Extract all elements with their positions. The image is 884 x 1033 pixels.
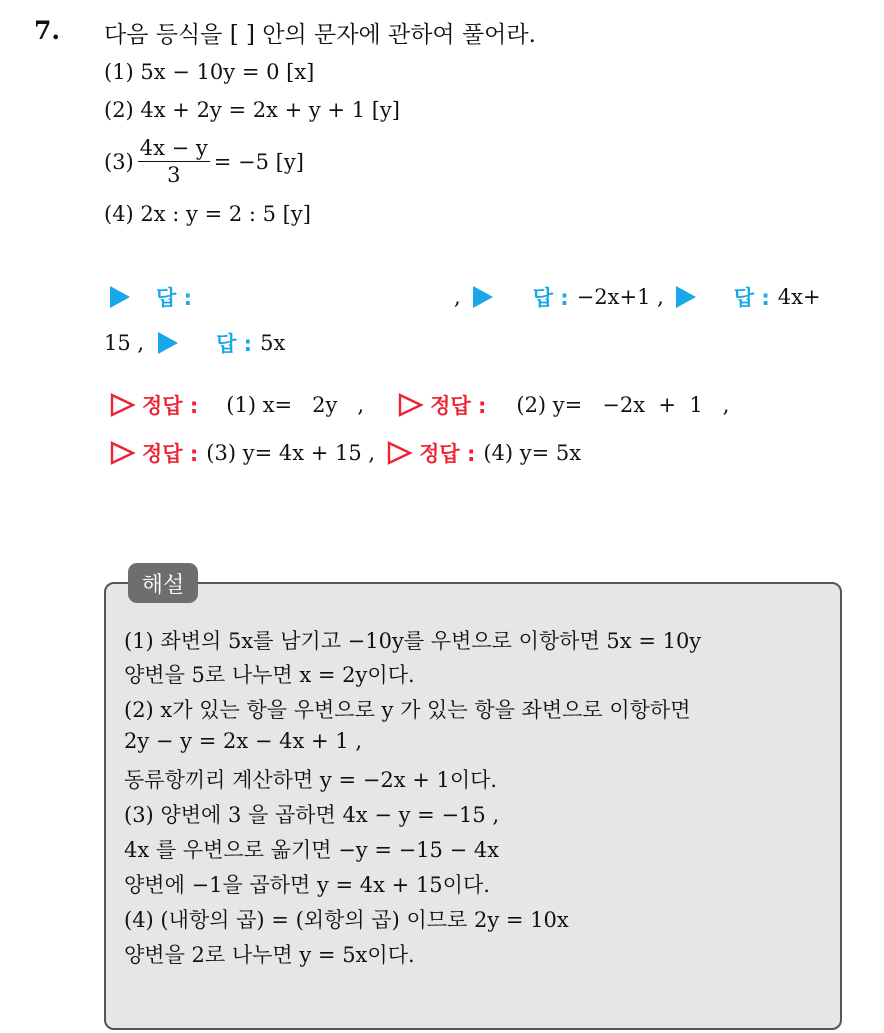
correct-answer-4: (4) y= 5x xyxy=(483,441,582,465)
play-triangle-icon xyxy=(158,332,178,354)
answer-label: 답 : xyxy=(156,286,192,310)
red-answer-row-1 xyxy=(110,390,729,420)
correct-answer-label: 정답 : xyxy=(142,442,199,466)
explanation-line-6: (3) 양변에 3 을 곱하면 4x − y = −15 , xyxy=(124,803,500,827)
explanation-line-7: 4x 를 우변으로 옮기면 −y = −15 − 4x xyxy=(124,838,500,862)
item-3-suffix: = −5 [y] xyxy=(213,149,304,174)
blue-answer-row-2 xyxy=(104,328,285,358)
outline-triangle-icon xyxy=(387,441,413,465)
blue-answer-1 xyxy=(110,282,192,312)
answer-3-value-end: 15 , xyxy=(104,331,145,355)
answer-4-value: 5x xyxy=(260,331,286,355)
answer-3-value-start: 4x+ xyxy=(777,285,821,309)
answer-label: 답 : xyxy=(532,286,569,310)
correct-answer-1: (1) x= 2y , xyxy=(226,393,365,417)
explanation-line-1: (1) 좌변의 5x를 남기고 −10y를 우변으로 이항하면 5x = 10y xyxy=(124,629,702,653)
answer-2-value: −2x+1 , xyxy=(576,285,664,309)
item-3-prefix: (3) xyxy=(104,149,134,174)
explanation-line-8: 양변에 −1을 곱하면 y = 4x + 15이다. xyxy=(124,873,490,897)
answer-comma: , xyxy=(454,285,461,309)
explanation-line-3: (2) x가 있는 항을 우변으로 y 가 있는 항을 좌변으로 이항하면 xyxy=(124,698,691,722)
item-3 xyxy=(104,136,304,187)
explanation-line-5: 동류항끼리 계산하면 y = −2x + 1이다. xyxy=(124,768,498,792)
explanation-line-2: 양변을 5로 나누면 x = 2y이다. xyxy=(124,663,415,687)
correct-answer-label: 정답 : xyxy=(430,394,487,418)
correct-answer-label: 정답 : xyxy=(419,442,476,466)
play-triangle-icon xyxy=(473,286,493,308)
explanation-line-9: (4) (내항의 곱) = (외항의 곱) 이므로 2y = 10x xyxy=(124,908,569,932)
explanation-tab: 해설 xyxy=(128,563,198,603)
correct-answer-3: (3) y= 4x + 15 , xyxy=(206,441,376,465)
red-answer-row-2 xyxy=(110,438,581,468)
fraction-denominator: 3 xyxy=(167,163,181,187)
play-triangle-icon xyxy=(676,286,696,308)
play-triangle-icon xyxy=(110,286,130,308)
item-3-fraction xyxy=(138,136,210,187)
outline-triangle-icon xyxy=(398,393,424,417)
correct-answer-2: (2) y= −2x + 1 , xyxy=(516,393,730,417)
question-number: 7. xyxy=(34,16,61,45)
item-4: (4) 2x : y = 2 : 5 [y] xyxy=(104,202,311,226)
question-text: 다음 등식을 [ ] 안의 문자에 관하여 풀어라. xyxy=(104,22,536,48)
fraction-numerator: 4x − y xyxy=(139,136,208,160)
explanation-line-4: 2y − y = 2x − 4x + 1 , xyxy=(124,729,362,753)
outline-triangle-icon xyxy=(110,441,136,465)
explanation-line-10: 양변을 2로 나누면 y = 5x이다. xyxy=(124,943,415,967)
correct-answer-label: 정답 : xyxy=(142,394,199,418)
answer-label: 답 : xyxy=(216,332,253,356)
answer-label: 답 : xyxy=(733,286,770,310)
item-1: (1) 5x − 10y = 0 [x] xyxy=(104,60,315,84)
item-2: (2) 4x + 2y = 2x + y + 1 [y] xyxy=(104,98,400,122)
outline-triangle-icon xyxy=(110,393,136,417)
blue-answer-2 xyxy=(454,282,821,312)
